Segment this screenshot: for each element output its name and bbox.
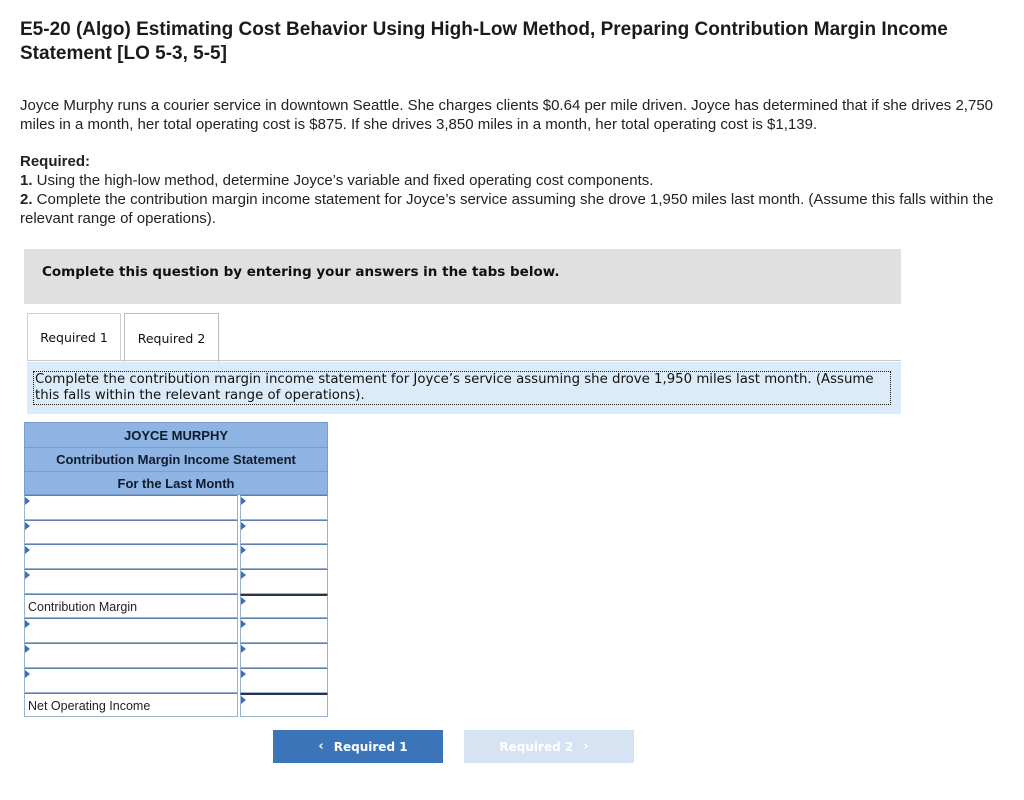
- contribution-margin-input[interactable]: [240, 594, 328, 619]
- statement-row: [24, 520, 328, 545]
- line-item-input[interactable]: [24, 618, 238, 643]
- dropdown-arrow-icon: [241, 522, 246, 530]
- dropdown-arrow-icon: [241, 597, 246, 605]
- dropdown-arrow-icon: [25, 620, 30, 628]
- statement-row: [24, 643, 328, 668]
- requirement-2-text: Complete the contribution margin income statement for Joyce’s service assuming she drove 1,950 miles last month. (Assume this falls within the relevant range of operations).: [20, 191, 994, 227]
- amount-input[interactable]: [240, 520, 328, 545]
- dropdown-arrow-icon: [241, 645, 246, 653]
- line-item-input[interactable]: [24, 668, 238, 693]
- requirement-1-number: 1.: [20, 172, 33, 189]
- requirement-1-text: Using the high-low method, determine Joyce’s variable and fixed operating cost components.: [32, 172, 654, 189]
- amount-input[interactable]: [240, 495, 328, 520]
- line-item-input[interactable]: [24, 520, 238, 545]
- dropdown-arrow-icon: [241, 696, 246, 704]
- dropdown-arrow-icon: [241, 497, 246, 505]
- dropdown-arrow-icon: [25, 522, 30, 530]
- line-item-input[interactable]: [24, 643, 238, 668]
- tab-divider: [27, 360, 901, 361]
- required-label: Required:: [20, 153, 91, 170]
- instruction-text: Complete this question by entering your answers in the tabs below.: [42, 264, 560, 280]
- statement-row: [24, 618, 328, 643]
- next-button-label: Required 2: [499, 739, 574, 754]
- tab-prompt-panel: [27, 362, 901, 414]
- dropdown-arrow-icon: [241, 571, 246, 579]
- line-item-input[interactable]: [24, 569, 238, 594]
- amount-input[interactable]: [240, 668, 328, 693]
- statement-row: [24, 668, 328, 693]
- income-statement: [24, 422, 328, 717]
- dropdown-arrow-icon: [241, 620, 246, 628]
- chevron-left-icon: ‹: [318, 739, 324, 754]
- amount-input[interactable]: [240, 544, 328, 569]
- statement-period: For the Last Month: [24, 471, 328, 495]
- tab-required-2[interactable]: Required 2: [124, 313, 219, 362]
- line-item-input[interactable]: [24, 495, 238, 520]
- tab-prompt-text: Complete the contribution margin income statement for Joyce’s service assuming she drove 1,950 miles last month. (Assume this falls within the relevant range of operations).: [33, 371, 891, 405]
- dropdown-arrow-icon: [25, 645, 30, 653]
- dropdown-arrow-icon: [25, 546, 30, 554]
- tab-required-1[interactable]: Required 1: [27, 313, 121, 360]
- amount-input[interactable]: [240, 643, 328, 668]
- chevron-right-icon: ›: [583, 739, 589, 754]
- statement-row: [24, 569, 328, 594]
- contribution-margin-label: Contribution Margin: [28, 599, 138, 614]
- dropdown-arrow-icon: [25, 571, 30, 579]
- statement-row: [24, 544, 328, 569]
- dropdown-arrow-icon: [25, 497, 30, 505]
- statement-company: JOYCE MURPHY: [24, 422, 328, 447]
- net-operating-income-label-cell: [24, 693, 238, 718]
- statement-row: [24, 495, 328, 520]
- prev-required-button[interactable]: [273, 730, 443, 763]
- instruction-banner: [24, 249, 901, 304]
- dropdown-arrow-icon: [25, 670, 30, 678]
- net-operating-income-row: [24, 693, 328, 718]
- requirement-2: [20, 190, 995, 228]
- amount-input[interactable]: [240, 618, 328, 643]
- line-item-input[interactable]: [24, 544, 238, 569]
- page-title: E5-20 (Algo) Estimating Cost Behavior Using High-Low Method, Preparing Contribution Margin Income Statement [LO 5-3, 5-5]: [20, 19, 948, 64]
- statement-title: Contribution Margin Income Statement: [24, 447, 328, 471]
- dropdown-arrow-icon: [241, 546, 246, 554]
- net-operating-income-label: Net Operating Income: [28, 698, 151, 713]
- requirement-2-number: 2.: [20, 191, 33, 208]
- next-required-button[interactable]: [464, 730, 634, 763]
- requirements: [20, 152, 995, 228]
- dropdown-arrow-icon: [241, 670, 246, 678]
- contribution-margin-row: [24, 594, 328, 619]
- requirement-1: [20, 171, 995, 190]
- problem-intro: Joyce Murphy runs a courier service in downtown Seattle. She charges clients $0.64 per mile driven. Joyce has determined that if she drives 2,750 miles in a month, her total operating cost is $875. If she drives 3,850 miles in a month, her total operating cost is $1,139.: [20, 97, 994, 133]
- net-operating-income-input[interactable]: [240, 693, 328, 718]
- contribution-margin-label-cell: [24, 594, 238, 619]
- amount-input[interactable]: [240, 569, 328, 594]
- prev-button-label: Required 1: [333, 739, 408, 754]
